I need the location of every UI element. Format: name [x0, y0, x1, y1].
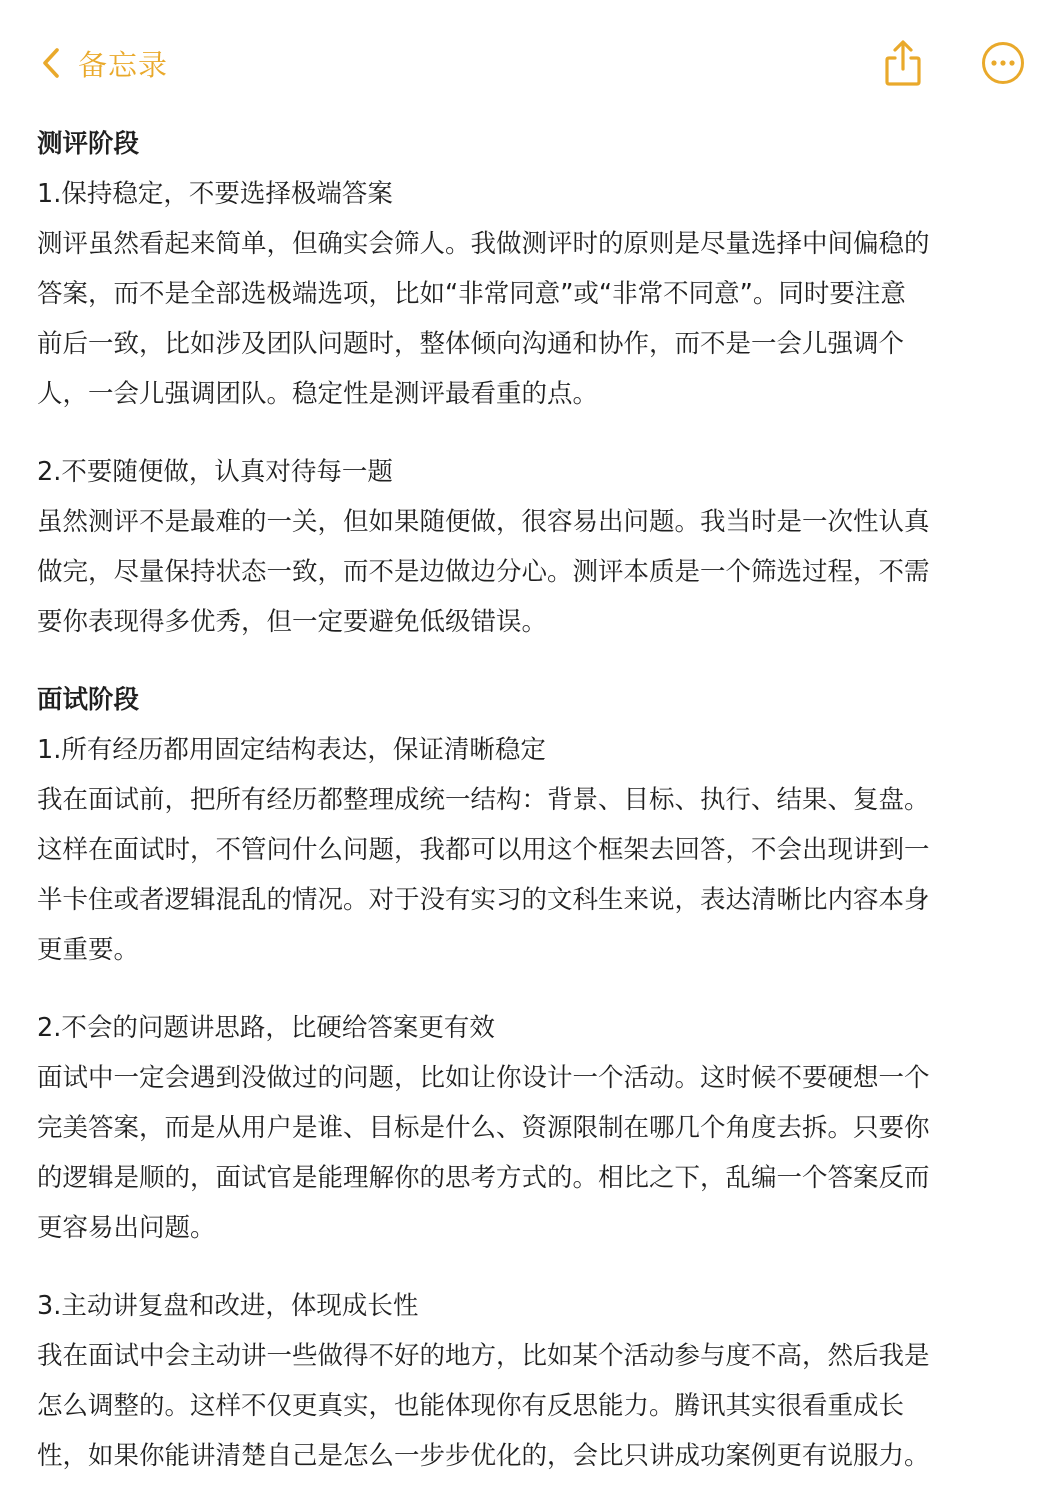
point-title: 3.主动讲复盘和改进，体现成长性: [37, 1291, 419, 1321]
paragraph-gap: [37, 419, 1027, 447]
paragraph-line: 性，如果你能讲清楚自己是怎么一步步优化的，会比只讲成功案例更有说服力。: [37, 1441, 930, 1471]
back-label: 备忘录: [78, 47, 169, 82]
paragraph-line: 面试中一定会遇到没做过的问题，比如让你设计一个活动。这时候不要硬想一个: [37, 1063, 930, 1093]
point-title: 1.保持稳定，不要选择极端答案: [37, 179, 393, 209]
point-title: 2.不要随便做，认真对待每一题: [37, 457, 393, 487]
paragraph-line: 更重要。: [37, 935, 140, 965]
paragraph-line: 人，一会儿强调团队。稳定性是测评最看重的点。: [37, 379, 599, 409]
paragraph-line: 前后一致，比如涉及团队问题时，整体倾向沟通和协作，而不是一会儿强调个: [37, 329, 905, 359]
note-body: [37, 119, 1027, 1481]
navigation-bar: [0, 0, 1060, 120]
more-icon: [980, 71, 1026, 90]
paragraph-gap: [37, 1253, 1027, 1281]
paragraph-line: 我在面试前，把所有经历都整理成统一结构：背景、目标、执行、结果、复盘。: [37, 785, 930, 815]
paragraph-line: 完美答案，而是从用户是谁、目标是什么、资源限制在哪几个角度去拆。只要你: [37, 1113, 930, 1143]
paragraph-line: 更容易出问题。: [37, 1213, 216, 1243]
chevron-left-icon: [40, 46, 62, 80]
paragraph-gap: [37, 647, 1027, 675]
paragraph-line: 半卡住或者逻辑混乱的情况。对于没有实习的文科生来说，表达清晰比内容本身: [37, 885, 930, 915]
paragraph-line: 我在面试中会主动讲一些做得不好的地方，比如某个活动参与度不高，然后我是: [37, 1341, 930, 1371]
paragraph-line: 测评虽然看起来简单，但确实会筛人。我做测评时的原则是尽量选择中间偏稳的: [37, 229, 930, 259]
paragraph-line: 要你表现得多优秀，但一定要避免低级错误。: [37, 607, 548, 637]
share-button[interactable]: [880, 38, 926, 88]
point-title: 2.不会的问题讲思路，比硬给答案更有效: [37, 1013, 495, 1043]
paragraph-line: 虽然测评不是最难的一关，但如果随便做，很容易出问题。我当时是一次性认真: [37, 507, 930, 537]
paragraph-line: 的逻辑是顺的，面试官是能理解你的思考方式的。相比之下，乱编一个答案反而: [37, 1163, 930, 1193]
paragraph-gap: [37, 975, 1027, 1003]
back-button[interactable]: [40, 38, 168, 88]
section-heading: 面试阶段: [37, 685, 140, 715]
point-title: 1.所有经历都用固定结构表达，保证清晰稳定: [37, 735, 546, 765]
paragraph-line: 这样在面试时，不管问什么问题，我都可以用这个框架去回答，不会出现讲到一: [37, 835, 930, 865]
paragraph-line: 做完，尽量保持状态一致，而不是边做边分心。测评本质是一个筛选过程，不需: [37, 557, 930, 587]
share-icon: [880, 73, 926, 92]
more-button[interactable]: [980, 40, 1026, 86]
paragraph-line: 怎么调整的。这样不仅更真实，也能体现你有反思能力。腾讯其实很看重成长: [37, 1391, 905, 1421]
paragraph-line: 答案，而不是全部选极端选项，比如“非常同意”或“非常不同意”。同时要注意: [37, 279, 906, 309]
section-heading: 测评阶段: [37, 129, 140, 159]
